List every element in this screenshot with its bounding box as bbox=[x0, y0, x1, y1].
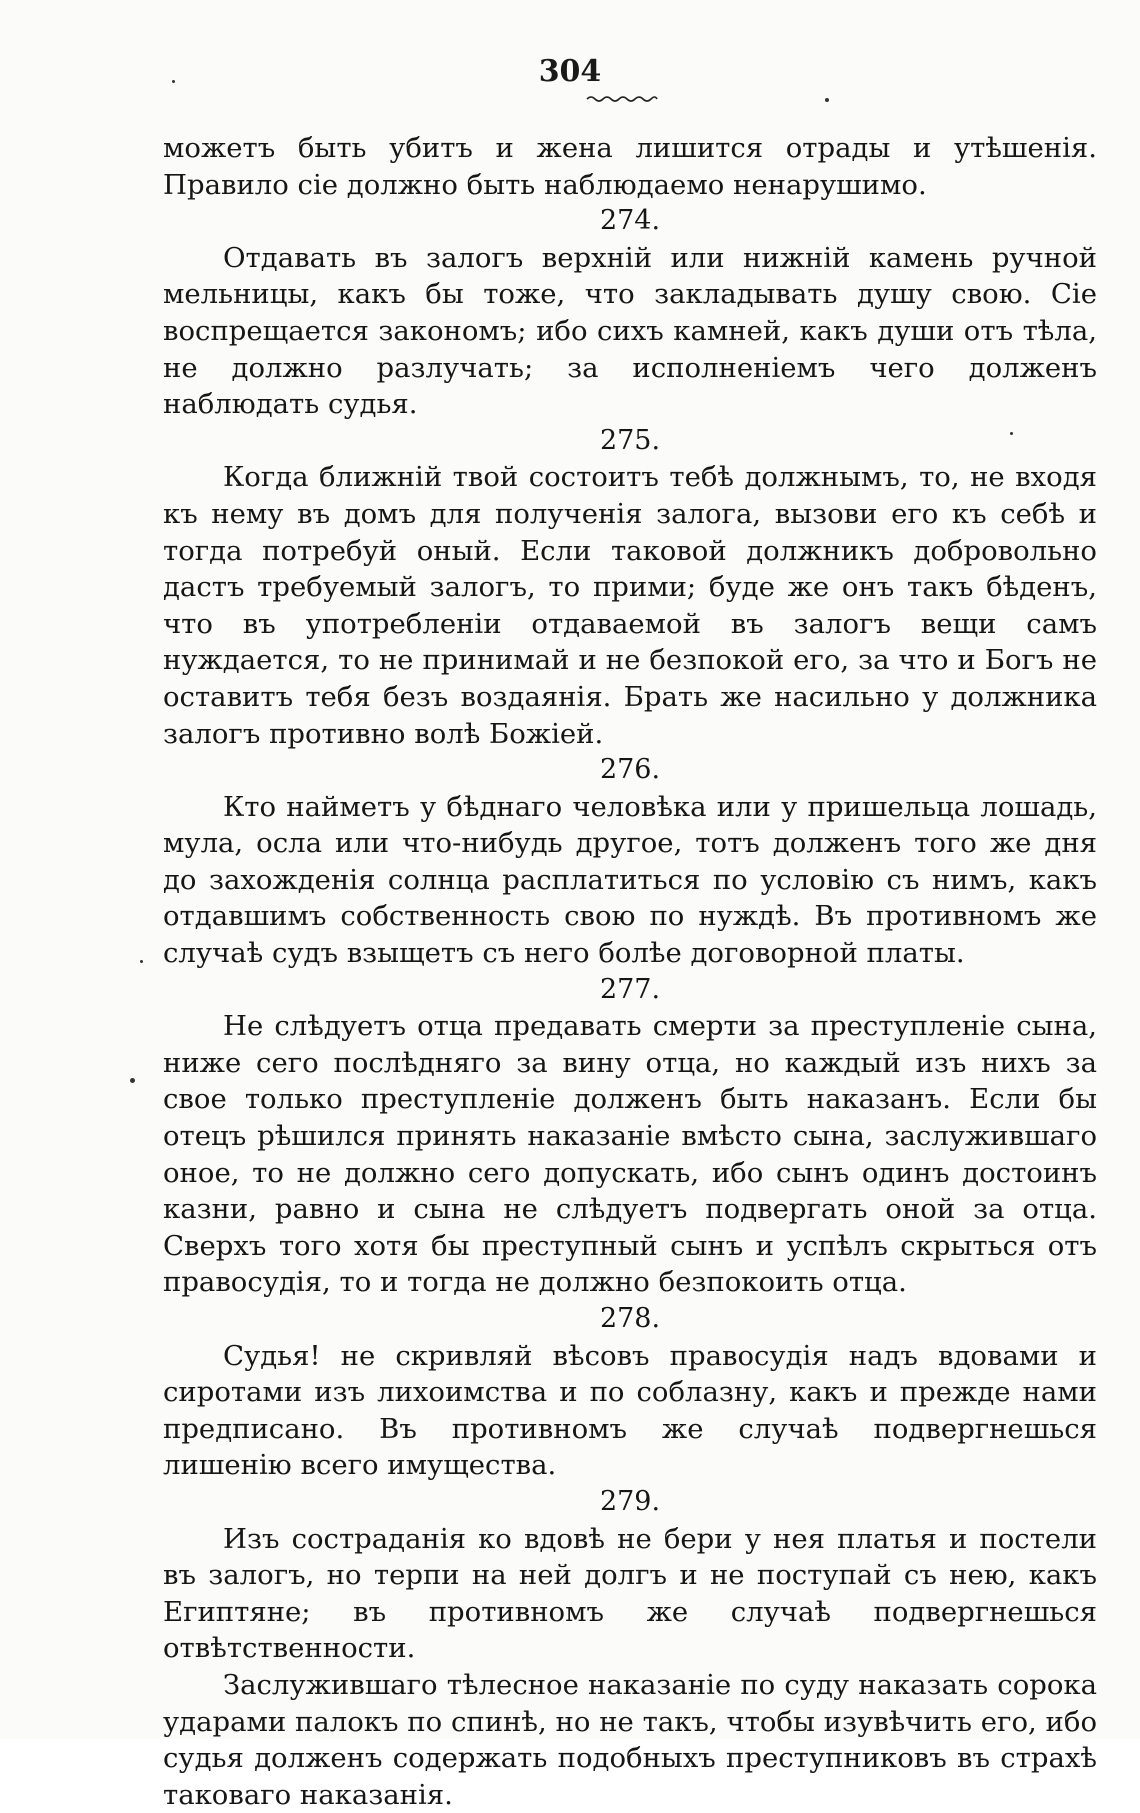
article-number-279: 279. bbox=[599, 1485, 661, 1517]
paragraph-279: Изъ состраданія ко вдовѣ не бери у нея платья и постели въ залогъ, но терпи на ней долгъ и не поступай съ нею, какъ Египтяне; въ противномъ же случаѣ подвергнешься отвѣтственности. bbox=[163, 1522, 1097, 1665]
print-speck bbox=[172, 80, 175, 83]
paragraph-276: Кто найметъ у бѣднаго человѣка или у пришельца лошадь, мула, осла или что-нибудь другое, тотъ долженъ того же дня до захожденія солнца расплатиться по условію съ нимъ, какъ отдавшимъ собственность свою по нуждѣ. Въ противномъ же случаѣ судъ взыщетъ съ него болѣе договорной платы. bbox=[163, 790, 1097, 970]
paragraph-278: Судья! не скривляй вѣсовъ правосудія надъ вдовами и сиротами изъ лихоимства и по соблазну, какъ и прежде нами предписано. Въ противномъ же случаѣ подвергнешься лишенію всего имущества. bbox=[163, 1339, 1097, 1482]
paragraph-277: Не слѣдуетъ отца предавать смерти за преступленіе сына, ниже сего послѣдняго за вину отца, но каждый изъ нихъ за свое только преступленіе долженъ быть наказанъ. Если бы отецъ рѣшился принять наказаніе вмѣсто сына, заслужившаго оное, то не должно сего допускать, ибо сынъ одинъ достоинъ казни, равно и сына не слѣдуетъ подвергать оной за отца. Сверхъ того хотя бы преступный сынъ и успѣлъ скрыться отъ правосудія, то и тогда не должно безпокоить отца. bbox=[163, 1010, 1097, 1299]
text-column bbox=[163, 130, 1097, 1813]
article-number-274: 274. bbox=[599, 205, 661, 237]
article-number-276: 276. bbox=[599, 754, 661, 786]
print-speck bbox=[130, 1078, 135, 1083]
article-number-275: 275. bbox=[599, 424, 661, 456]
article-number-277: 277. bbox=[599, 973, 661, 1005]
print-speck bbox=[825, 98, 829, 102]
paragraph-275: Когда ближній твой состоитъ тебѣ должнымъ, то, не входя къ нему въ домъ для полученія залога, вызови его къ себѣ и тогда потребуй оный. Если таковой должникъ добровольно дастъ требуемый залогъ, то прими; буде же онъ такъ бѣденъ, что въ употребленіи отдаваемой въ залогъ вещи самъ нуждается, то не принимай и не безпокой его, за что и Богъ не оставитъ тебя безъ воздаянія. Брать же насильно у должника залогъ противно волѣ Божіей. bbox=[163, 461, 1097, 750]
print-speck bbox=[1010, 432, 1013, 435]
page-number-ornament bbox=[585, 95, 659, 103]
paragraph-continuation: можетъ быть убитъ и жена лишится отрады и утѣшенія. Правило сіе должно быть наблюдаемо ненарушимо. bbox=[163, 132, 1097, 201]
print-speck bbox=[140, 960, 143, 963]
paragraph-274: Отдавать въ залогъ верхній или нижній камень ручной мельницы, какъ бы тоже, что закладывать душу свою. Сіе воспрещается закономъ; ибо сихъ камней, какъ души отъ тѣла, не должно разлучать; за исполненіемъ чего долженъ наблюдать судья. bbox=[163, 241, 1097, 421]
paragraph-279-continued: Заслужившаго тѣлесное наказаніе по суду наказать сорока ударами палокъ по спинѣ, но не такъ, чтобы изувѣчить его, ибо судья долженъ содержать подобныхъ преступниковъ въ страхѣ таковаго наказанія. bbox=[163, 1668, 1097, 1811]
page-number: 304 bbox=[538, 54, 602, 89]
article-number-278: 278. bbox=[599, 1303, 661, 1334]
